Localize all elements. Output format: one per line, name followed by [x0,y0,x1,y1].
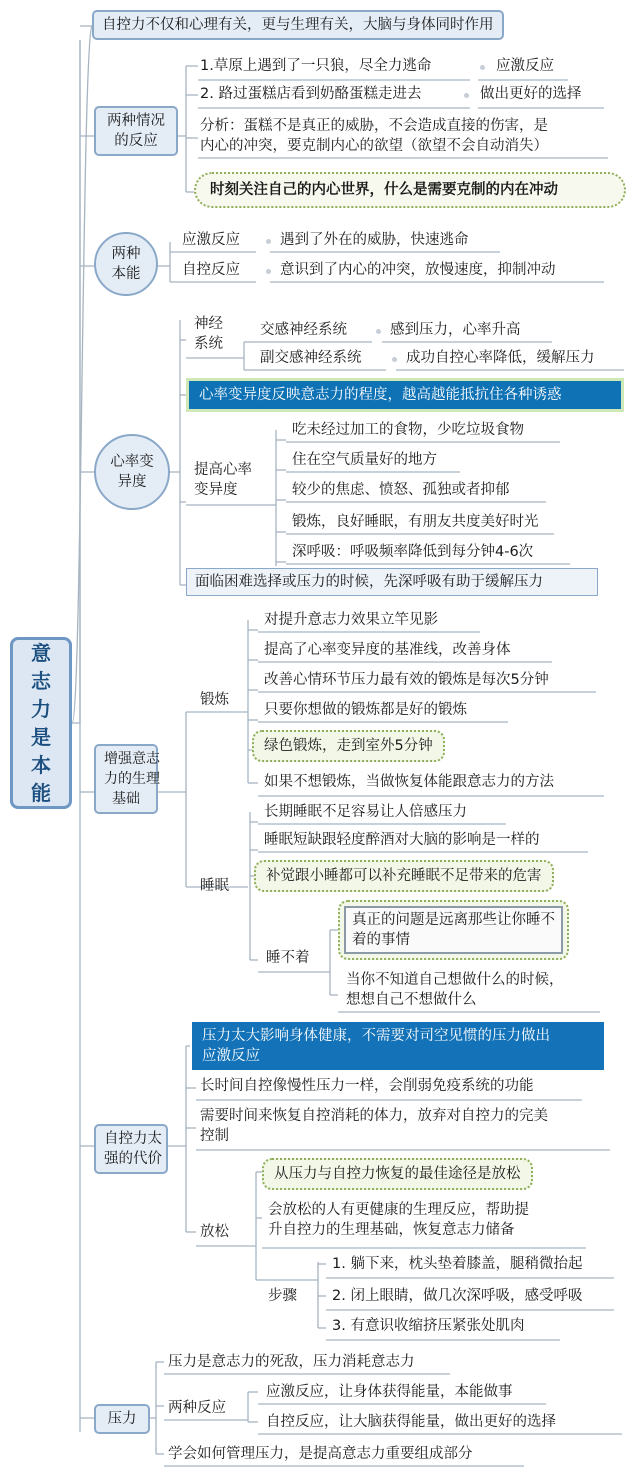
step-item[interactable] [332,1286,582,1306]
connector-dot [480,65,485,70]
intro-text: 自控力不仅和心理有关，更与生理有关，大脑与身体同时作用 [102,17,494,33]
item-text: 3. 有意识收缩挤压紧张处肌肉 [332,1318,525,1334]
item-text: 较少的焦虑、愤怒、孤独或者抑郁 [292,482,510,498]
connector-dot [376,329,381,334]
node-label-line: 两种 [111,246,141,262]
root-char: 能 [31,781,51,805]
item-text: 2. 闭上眼睛，做几次深呼吸，感受呼吸 [332,1288,583,1304]
node-label-line: 的反应 [114,133,158,149]
item-text: 深呼吸：呼吸频率降低到每分钟4-6次 [292,544,534,560]
situation-tag-2[interactable] [480,84,582,104]
sleep-label[interactable] [200,876,229,896]
improve-item[interactable] [292,542,533,562]
parasympathetic-label[interactable] [260,348,362,368]
node-label-line: 本能 [111,266,141,282]
item-text: 绿色锻炼，走到室外5分钟 [264,738,433,754]
root-char: 意 [31,641,51,665]
physio-node[interactable] [94,744,158,814]
banner-line: 应激反应 [202,1048,260,1064]
cant-sleep-label[interactable] [266,948,310,968]
item-text: 1.草原上遇到了一只狼，尽全力逃命 [200,58,432,74]
item-text: 学会如何管理压力，是提高意志力重要组成部分 [168,1446,473,1462]
relax-text[interactable] [268,1200,529,1240]
item-text: 意识到了内心的冲突，放慢速度，抑制冲动 [280,262,556,278]
highlight-text: 时刻关注自己的内心世界，什么是需要克制的内在冲动 [210,182,558,198]
connector-dot [266,269,271,274]
node-label-line: 两种情况 [107,113,165,129]
banner-text: 心率变异度反映意志力的程度，越高越能抵抗住各种诱惑 [199,387,562,403]
situation-item-1[interactable] [200,56,431,76]
item-text: 应激反应，让身体获得能量，本能做事 [266,1384,513,1400]
exercise-item[interactable] [264,670,549,690]
item-text: 压力是意志力的死敌，压力消耗意志力 [168,1354,415,1370]
text-line: 升自控力的生理基础，恢复意志力储备 [268,1222,515,1238]
two-instincts-node[interactable] [94,232,158,296]
label-text: 睡不着 [266,950,310,966]
exercise-item[interactable] [264,772,554,792]
hrv-footer[interactable] [186,568,598,596]
connector-dot [464,93,469,98]
exercise-item[interactable] [264,640,511,660]
stress-reaction-item[interactable] [266,1382,513,1402]
connector-dot [392,357,397,362]
exercise-item[interactable] [264,610,438,630]
two-situations-node[interactable] [94,106,178,156]
root-char: 力 [31,697,51,721]
item-text: 遇到了外在的威胁，快速逃命 [280,232,469,248]
label-text: 自控反应 [182,262,240,278]
step-item[interactable] [332,1254,582,1274]
improve-item[interactable] [292,450,437,470]
connector-dot [266,239,271,244]
situation-tag-1[interactable] [496,56,554,76]
item-text: 成功自控心率降低，缓解压力 [406,350,595,366]
sympathetic-label[interactable] [260,320,347,340]
item-text: 提高了心率变异度的基准线，改善身体 [264,642,511,658]
node-label-line: 强的代价 [104,1151,162,1167]
stress-two-label[interactable] [168,1398,226,1418]
item-line: 需要时间来恢复自控消耗的体力，放弃对自控力的完美 [200,1108,548,1124]
analysis-line: 分析：蛋糕不是真正的威胁，不会造成直接的伤害，是 [200,118,548,134]
label-text: 应激反应 [182,232,240,248]
cant-sleep-box[interactable] [338,900,569,960]
parasympathetic-text[interactable] [406,348,595,368]
item-text: 补觉跟小睡都可以补充睡眠不足带来的危害 [266,868,542,884]
inner-world-highlight[interactable] [194,172,626,208]
item-text: 对提升意志力效果立竿见影 [264,612,438,628]
analysis-node[interactable] [200,116,548,156]
item-text: 住在空气质量好的地方 [292,452,437,468]
relax-head[interactable] [262,1158,533,1190]
situation-item-2[interactable] [200,84,421,104]
step-item[interactable] [332,1316,524,1336]
item-text: 1. 躺下来，枕头垫着膝盖，腿稍微抬起 [332,1256,583,1272]
item-text: 长时间自控像慢性压力一样，会削弱免疫系统的功能 [200,1078,534,1094]
item-text: 长期睡眠不足容易让人倍感压力 [264,804,467,820]
cost-node[interactable] [94,1124,168,1174]
item-line: 控制 [200,1128,229,1144]
label-text: 睡眠 [200,878,229,894]
nerve-system-label[interactable] [194,314,223,354]
sympathetic-text[interactable] [390,320,521,340]
intro-node[interactable] [92,10,504,40]
item-text: 自控反应，让大脑获得能量，做出更好的选择 [266,1414,556,1430]
sleep-item[interactable] [264,802,467,822]
node-label-line: 心率变 [110,454,154,470]
label-line: 系统 [194,336,223,352]
root-char: 本 [31,753,51,777]
analysis-line: 内心的冲突，要克制内心的欲望（欲望不会自动消失） [200,138,548,154]
label-text: 交感神经系统 [260,322,347,338]
tag-text: 应激反应 [496,58,554,74]
relax-label[interactable] [200,1222,229,1242]
instinct-stress-label[interactable] [182,230,240,250]
stress-item[interactable] [168,1352,415,1372]
improve-item[interactable] [292,420,524,440]
root-topic[interactable] [10,637,72,809]
root-char: 志 [31,669,51,693]
improve-hrv-label[interactable] [194,460,252,500]
green-exercise-item[interactable] [252,730,445,762]
instinct-control-label[interactable] [182,260,240,280]
text-line: 会放松的人有更健康的生理反应，帮助提 [268,1202,529,1218]
item-text: 锻炼，良好睡眠，有朋友共度美好时光 [292,514,539,530]
item-text: 睡眠短缺跟轻度醉酒对大脑的影响是一样的 [264,832,540,848]
stress-node[interactable] [94,1404,150,1434]
node-label: 压力 [107,1411,137,1427]
tag-text: 做出更好的选择 [480,86,582,102]
footer-text: 面临困难选择或压力的时候，先深呼吸有助于缓解压力 [195,574,543,590]
node-label-line: 自控力太 [104,1131,162,1147]
sleep-recovery-item[interactable] [254,860,554,892]
stress-item[interactable] [168,1444,473,1464]
node-label-line: 增强意志 [104,751,160,767]
instinct-stress-text[interactable] [280,230,469,250]
instinct-control-text[interactable] [280,260,556,280]
label-text: 步骤 [268,1288,297,1304]
cost-item[interactable] [200,1106,548,1146]
item-text: 如果不想锻炼，当做恢复体能跟意志力的方法 [264,774,554,790]
item-text: 从压力与自控力恢复的最佳途径是放松 [274,1166,521,1182]
node-label-line: 力的生理 [104,771,160,787]
item-text: 感到压力，心率升高 [390,322,521,338]
label-text: 放松 [200,1224,229,1240]
hrv-node[interactable] [94,434,170,510]
banner-line: 压力太大影响身体健康，不需要对司空见惯的压力做出 [202,1028,550,1044]
improve-item[interactable] [292,480,510,500]
stress-reaction-item[interactable] [266,1412,556,1432]
item-text: 改善心情环节压力最有效的锻炼是每次5分钟 [264,672,549,688]
label-line: 神经 [194,316,223,332]
node-label-line: 基础 [112,791,140,807]
root-char: 是 [31,725,51,749]
cost-banner[interactable] [192,1022,604,1070]
cost-item[interactable] [200,1076,534,1096]
label-text: 锻炼 [200,692,229,708]
item-text: 吃未经过加工的食物，少吃垃圾食物 [292,422,524,438]
item-text: 2. 路过蛋糕店看到奶酪蛋糕走进去 [200,86,422,102]
label-text: 两种反应 [168,1400,226,1416]
node-label-line: 异度 [117,474,147,490]
improve-item[interactable] [292,512,539,532]
exercise-item[interactable] [264,700,467,720]
exercise-label[interactable] [200,690,229,710]
label-line: 提高心率 [194,462,252,478]
label-line: 变异度 [194,482,238,498]
text-line: 想想自己不想做什么 [346,992,477,1008]
label-text: 副交感神经系统 [260,350,362,366]
hrv-banner[interactable] [186,378,624,412]
box-line: 真正的问题是远离那些让你睡不 [352,912,555,928]
sleep-item[interactable] [264,830,540,850]
item-text: 只要你想做的锻炼都是好的锻炼 [264,702,467,718]
text-line: 当你不知道自己想做什么的时候， [346,972,564,988]
cant-sleep-text[interactable] [346,970,564,1010]
steps-label[interactable] [268,1286,297,1306]
box-line: 着的事情 [352,932,410,948]
